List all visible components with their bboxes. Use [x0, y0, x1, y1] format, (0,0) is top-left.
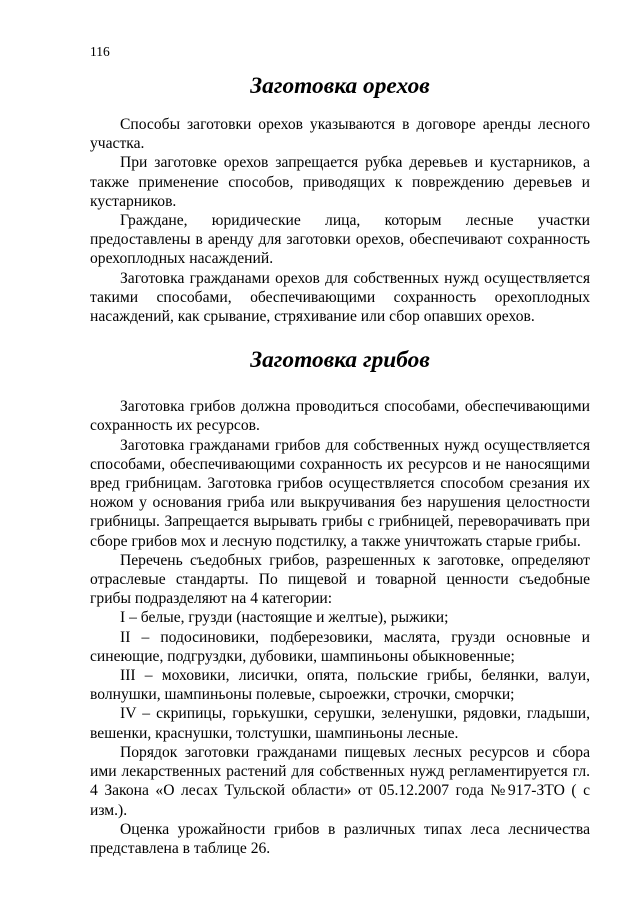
paragraph: Заготовка грибов должна проводиться способами, обеспечивающими сохранность их ресурсов. [90, 398, 590, 435]
paragraph: Оценка урожайности грибов в различных типах леса лесничества представлена в таблице 26. [90, 820, 590, 857]
paragraph: Перечень съедобных грибов, разрешенных к заготовке, определяют отраслевые стандарты. По пищевой и товарной ценности съедобные грибы подразделяют на 4 категории: [90, 551, 590, 608]
category-item: II – подосиновики, подберезовики, маслята, грузди основные и синеющие, подгруздки, дубовики, шампиньоны обыкновенные; [90, 628, 590, 665]
category-item: IV – скрипицы, горькушки, серушки, зеленушки, рядовки, гладыши, вешенки, краснушки, толстушки, шампиньоны лесные. [90, 705, 590, 742]
paragraph: Заготовка гражданами грибов для собственных нужд осуществляется способами, обеспечивающими сохранность их ресурсов и не наносящими вред грибницам. Заготовка грибов осуществляется способом срезания их ножом у основания гриба или выкручивания без нарушения целостности грибницы. Запрещается вырывать грибы с грибницей, переворачивать при сборе грибов мох и лесную подстилку, а также уничтожать старые грибы. [90, 436, 590, 550]
section-heading-nuts: Заготовка орехов [250, 73, 430, 99]
paragraph: Граждане, юридические лица, которым лесные участки предоставлены в аренду для заготовки орехов, обеспечивают сохранность орехоплодных насаждений. [90, 212, 590, 268]
section-heading-mushrooms: Заготовка грибов [250, 347, 430, 374]
category-item: I – белые, грузди (настоящие и желтые), рыжики; [120, 609, 449, 627]
page-number: 116 [90, 44, 110, 59]
paragraph: При заготовке орехов запрещается рубка деревьев и кустарников, а также применение способов, приводящих к повреждению деревьев и кустарников. [90, 154, 590, 210]
document-body [90, 73, 590, 858]
category-item: III – моховики, лисички, опята, польские грибы, белянки, валуи, волнушки, шампиньоны полевые, сыроежки, строчки, сморчки; [90, 667, 590, 704]
paragraph: Способы заготовки орехов указываются в договоре аренды лесного участка. [90, 116, 590, 153]
paragraph: Заготовка гражданами орехов для собственных нужд осуществляется такими способами, обеспечивающими сохранность орехоплодных насаждений, как срывание, стряхивание или сбор опавших орехов. [90, 269, 590, 326]
paragraph: Порядок заготовки гражданами пищевых лесных ресурсов и сбора ими лекарственных растений для собственных нужд регламентируется гл. 4 Закона «О лесах Тульской области» от 05.12.2007 года №917-ЗТО ( с изм.). [90, 743, 590, 819]
